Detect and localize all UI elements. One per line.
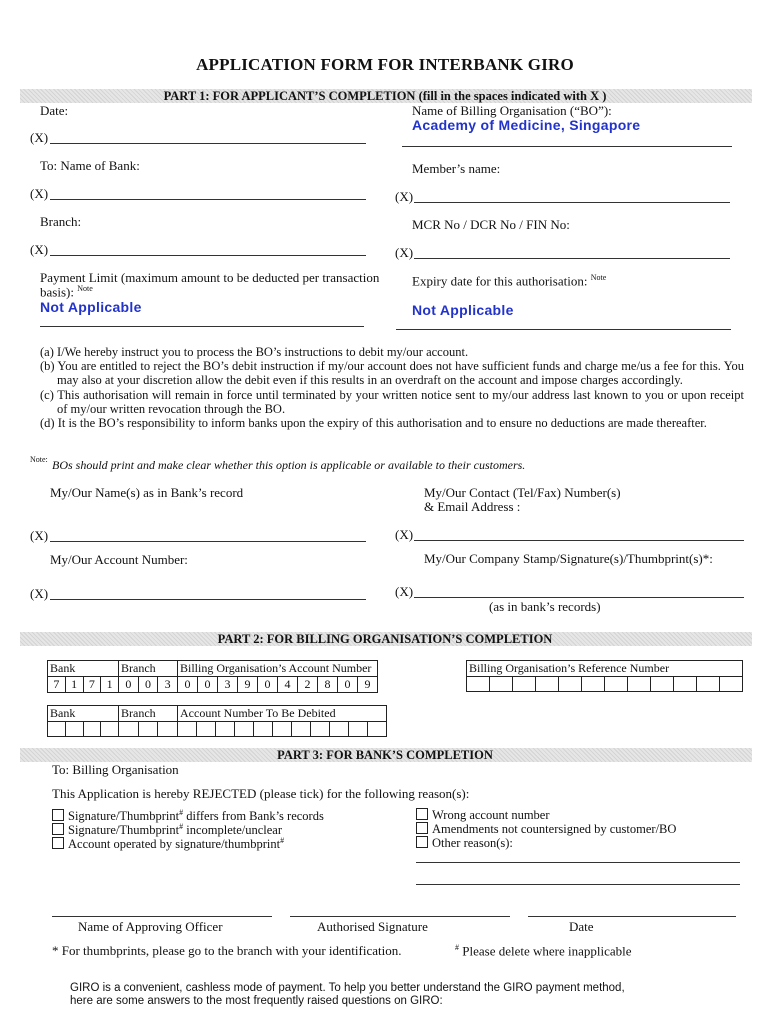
debit-branch-col-header: Branch — [119, 706, 178, 722]
contact-field[interactable] — [414, 540, 744, 541]
debit-account-cell[interactable] — [197, 722, 216, 737]
debit-account-cell[interactable] — [216, 722, 235, 737]
debit-branch-cell[interactable] — [158, 722, 178, 737]
debit-account-cell[interactable] — [349, 722, 368, 737]
debit-branch-cell[interactable] — [138, 722, 158, 737]
debit-account-cell[interactable] — [178, 722, 197, 737]
date-label: Date: — [40, 103, 69, 118]
bo-ref-col-header: Billing Organisation’s Reference Number — [467, 661, 743, 677]
to-bo-label: To: Billing Organisation — [52, 762, 179, 777]
note-text: BOs should print and make clear whether this option is applicable or available to their customers. — [52, 458, 526, 472]
names-label: My/Our Name(s) as in Bank’s record — [50, 485, 244, 500]
account-digit: 3 — [218, 677, 238, 693]
form-title: APPLICATION FORM FOR INTERBANK GIRO — [196, 55, 574, 74]
expiry-label: Expiry date for this authorisation: $^{Note}$ — [412, 273, 607, 289]
branch-field[interactable] — [50, 255, 366, 256]
clause-a: (a) I/We hereby instruct you to process the BO’s instructions to debit my/our account. — [40, 345, 469, 359]
bo-account-table — [47, 660, 378, 693]
approving-officer-line[interactable] — [52, 916, 272, 917]
debit-account-cell[interactable] — [330, 722, 349, 737]
mcr-x-marker: (X) — [395, 245, 414, 260]
member-field[interactable] — [414, 202, 730, 203]
ref-digit-cell[interactable] — [559, 677, 582, 692]
debit-account-table — [47, 705, 387, 737]
reason-other[interactable]: Other reason(s): — [416, 836, 513, 851]
email-label: & Email Address : — [424, 499, 521, 514]
branch-col-header: Branch — [119, 661, 178, 677]
ref-digit-cell[interactable] — [651, 677, 674, 692]
account-digit: 2 — [298, 677, 318, 693]
branch-digit: 0 — [138, 677, 158, 693]
checkbox[interactable] — [52, 823, 64, 835]
branch-digit: 3 — [158, 677, 178, 693]
thumbprint-note: * For thumbprints, please go to the branch with your identification. — [52, 943, 402, 958]
debit-account-cell[interactable] — [235, 722, 254, 737]
clause-c: (c) This authorisation will remain in force until terminated by your written notice sent to my/our address last known to you or upon receipt of my/our written revocation through the BO. — [40, 387, 744, 416]
bank-x-marker: (X) — [30, 186, 49, 201]
debit-branch-cell[interactable] — [119, 722, 139, 737]
note-label: Note: — [30, 455, 48, 464]
checkbox[interactable] — [416, 822, 428, 834]
branch-digit: 0 — [119, 677, 139, 693]
bank-col-header: Bank — [48, 661, 119, 677]
rejected-text: This Application is hereby REJECTED (please tick) for the following reason(s): — [52, 786, 470, 801]
checkbox[interactable] — [52, 837, 64, 849]
date-line[interactable] — [528, 916, 736, 917]
bank-digit: 1 — [65, 677, 83, 693]
debit-account-cell[interactable] — [292, 722, 311, 737]
date-field[interactable] — [50, 143, 366, 144]
date-sign-label: Date — [569, 919, 594, 934]
ref-digit-cell[interactable] — [536, 677, 559, 692]
payment-limit-value: Not Applicable — [40, 299, 142, 315]
as-in-bank-records: (as in bank’s records) — [489, 599, 601, 614]
bo-name-line — [402, 146, 732, 147]
part1-header: PART 1: FOR APPLICANT’S COMPLETION (fill in the spaces indicated with X ) — [163, 89, 607, 103]
date-x-marker: (X) — [30, 130, 49, 145]
reason-amendments[interactable]: Amendments not countersigned by customer/BO — [416, 822, 676, 837]
member-x-marker: (X) — [395, 189, 414, 204]
ref-digit-cell[interactable] — [490, 677, 513, 692]
bank-digit: 7 — [48, 677, 66, 693]
account-label: My/Our Account Number: — [50, 552, 188, 567]
reason-wrong-account[interactable]: Wrong account number — [416, 808, 550, 823]
debit-account-cell[interactable] — [273, 722, 292, 737]
account-digit: 0 — [338, 677, 358, 693]
approving-officer-label: Name of Approving Officer — [78, 919, 223, 934]
clause-b: (b) You are entitled to reject the BO’s debit instruction if my/our account does not have sufficient funds and charge me/us a fee for this. You may also at your discretion allow the debit even if this results in an overdraft on the account and impose charges accordingly. — [40, 359, 744, 388]
account-digit: 0 — [258, 677, 278, 693]
ref-digit-cell[interactable] — [720, 677, 743, 692]
ref-digit-cell[interactable] — [697, 677, 720, 692]
expiry-value: Not Applicable — [412, 302, 514, 318]
bo-value: Academy of Medicine, Singapore — [412, 117, 641, 133]
stamp-x-marker: (X) — [395, 584, 414, 599]
account-digit: 8 — [318, 677, 338, 693]
stamp-field[interactable] — [414, 597, 744, 598]
debit-bank-cell[interactable] — [101, 722, 119, 737]
reason-signature-differs[interactable]: Signature/Thumbprint# differs from Bank’s records — [52, 808, 324, 824]
contact-label: My/Our Contact (Tel/Fax) Number(s) — [424, 485, 621, 500]
debit-account-cell[interactable] — [311, 722, 330, 737]
bo-reference-table — [466, 660, 743, 692]
bank-label: To: Name of Bank: — [40, 158, 140, 173]
account-digit: 4 — [278, 677, 298, 693]
payment-limit-label-2: basis): $^{Note}$ — [40, 284, 93, 300]
debit-account-col-header: Account Number To Be Debited — [178, 706, 387, 722]
expiry-line — [396, 329, 731, 330]
names-x-marker: (X) — [30, 528, 49, 543]
branch-x-marker: (X) — [30, 242, 49, 257]
mcr-label: MCR No / DCR No / FIN No: — [412, 217, 570, 232]
names-field[interactable] — [50, 541, 366, 542]
payment-limit-label: Payment Limit (maximum amount to be deducted per transaction — [40, 270, 380, 285]
reason-account-operated[interactable]: Account operated by signature/thumbprint# — [52, 836, 284, 852]
other-reason-line-1[interactable] — [416, 862, 740, 863]
authorised-signature-label: Authorised Signature — [317, 919, 428, 934]
mcr-field[interactable] — [414, 258, 730, 259]
checkbox[interactable] — [416, 836, 428, 848]
bank-digit: 1 — [101, 677, 119, 693]
debit-bank-cell[interactable] — [65, 722, 83, 737]
footer-line-2: here are some answers to the most frequently raised questions on GIRO: — [70, 995, 443, 1007]
contact-x-marker: (X) — [395, 527, 414, 542]
account-digit: 9 — [238, 677, 258, 693]
account-digit: 0 — [178, 677, 198, 693]
bo-account-col-header: Billing Organisation’s Account Number — [178, 661, 378, 677]
account-digit: 0 — [198, 677, 218, 693]
payment-limit-line — [40, 326, 364, 327]
debit-account-cell[interactable] — [368, 722, 387, 737]
debit-bank-col-header: Bank — [48, 706, 119, 722]
signature-line[interactable] — [290, 916, 510, 917]
bank-digit: 7 — [83, 677, 101, 693]
branch-label: Branch: — [40, 214, 82, 229]
delete-note: # Please delete where inapplicable — [455, 943, 632, 959]
ref-digit-cell[interactable] — [513, 677, 536, 692]
checkbox[interactable] — [416, 808, 428, 820]
ref-digit-cell[interactable] — [582, 677, 605, 692]
member-label: Member’s name: — [412, 161, 501, 176]
account-field[interactable] — [50, 599, 366, 600]
bo-label: Name of Billing Organisation (“BO”): — [412, 103, 612, 118]
part2-header: PART 2: FOR BILLING ORGANISATION’S COMPLETION — [217, 632, 553, 646]
debit-bank-cell[interactable] — [48, 722, 66, 737]
debit-account-cell[interactable] — [254, 722, 273, 737]
authorisation-clauses — [40, 345, 744, 430]
reason-signature-incomplete[interactable]: Signature/Thumbprint# incomplete/unclear — [52, 822, 282, 838]
part3-header: PART 3: FOR BANK’S COMPLETION — [277, 748, 493, 762]
stamp-label: My/Our Company Stamp/Signature(s)/Thumbprint(s)*: — [424, 551, 713, 566]
payment-limit-note-sup: Note — [77, 284, 93, 293]
ref-digit-cell[interactable] — [674, 677, 697, 692]
clause-d: (d) It is the BO’s responsibility to inform banks upon the expiry of this authorisation and to ensure no deductions are made thereafter. — [40, 416, 707, 431]
checkbox[interactable] — [52, 809, 64, 821]
expiry-note-sup: Note — [590, 273, 607, 282]
account-x-marker: (X) — [30, 586, 49, 601]
ref-digit-cell[interactable] — [467, 677, 490, 692]
account-digit: 9 — [358, 677, 378, 693]
debit-bank-cell[interactable] — [83, 722, 101, 737]
ref-digit-cell[interactable] — [605, 677, 628, 692]
footer-line-1: GIRO is a convenient, cashless mode of payment. To help you better understand the GIRO payment method, — [70, 982, 625, 994]
other-reason-line-2[interactable] — [416, 884, 740, 885]
bank-field[interactable] — [50, 199, 366, 200]
ref-digit-cell[interactable] — [628, 677, 651, 692]
